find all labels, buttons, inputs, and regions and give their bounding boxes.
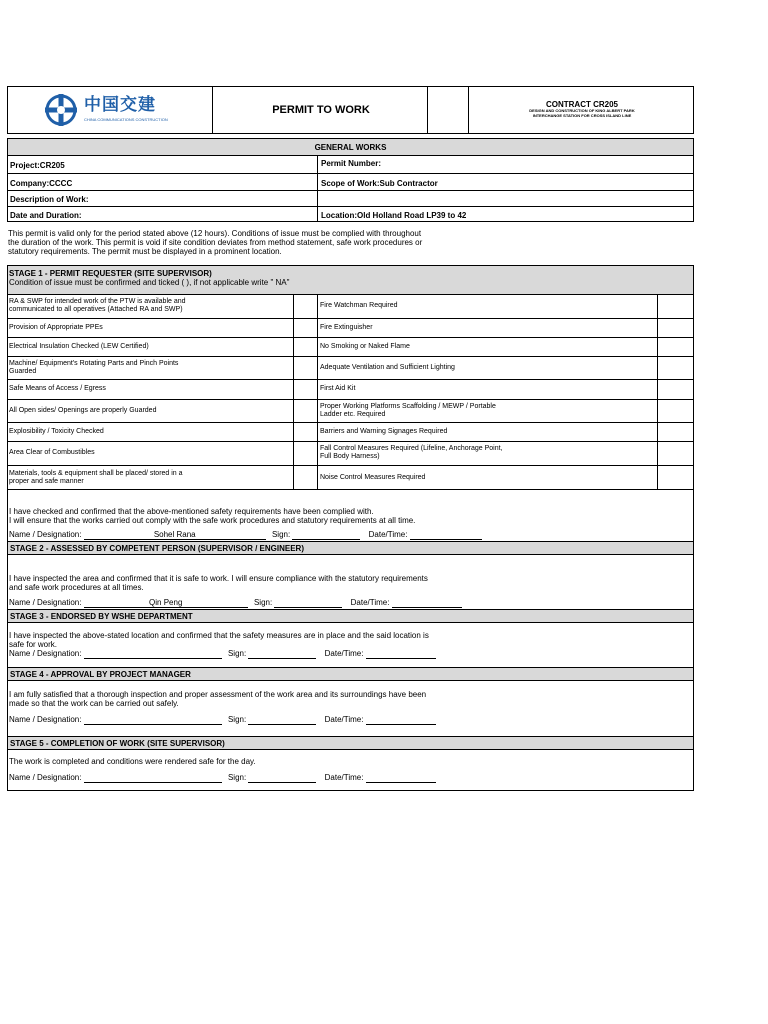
- general-works-heading: GENERAL WORKS: [7, 138, 694, 156]
- stage3-name-label: Name / Designation:: [9, 649, 82, 658]
- stage5-sign-field[interactable]: [248, 773, 316, 783]
- stage5-heading: STAGE 5 - COMPLETION OF WORK (SITE SUPERVISOR): [7, 736, 694, 750]
- checklist-item-left-text: Machine/ Equipment's Rotating Parts and Pinch Points: [9, 359, 179, 367]
- stage3-text-line-1: I have inspected the above-stated location and confirmed that the safety measures are in place and the said location is: [9, 631, 429, 640]
- stage5-name-label: Name / Designation:: [9, 773, 82, 782]
- stage2-sign-label: Sign:: [253, 598, 273, 607]
- stage2-text-line-1: I have inspected the area and confirmed that it is safe to work. I will ensure compliance with the statutory requirements: [9, 574, 428, 583]
- stage2-name-label: Name / Designation:: [9, 598, 82, 607]
- stage5-date-field[interactable]: [366, 773, 436, 783]
- checklist-item-left: [9, 294, 289, 318]
- stage3-date-label: Date/Time:: [324, 649, 364, 658]
- checklist-item-left-text: All Open sides/ Openings are properly Guarded: [9, 406, 157, 414]
- stage4-date-field[interactable]: [366, 715, 436, 725]
- checklist-item-left-text: Explosibility / Toxicity Checked: [9, 427, 104, 435]
- checklist-tick-box-left[interactable]: [295, 294, 318, 318]
- stage3-date-field[interactable]: [366, 649, 436, 659]
- logo-english-text: CHINA COMMUNICATIONS CONSTRUCTION: [84, 117, 168, 122]
- checklist-item-left-text: Electrical Insulation Checked (LEW Certified): [9, 342, 149, 350]
- stage2-heading: STAGE 2 - ASSESSED BY COMPETENT PERSON (SUPERVISOR / ENGINEER): [7, 541, 694, 555]
- stage1-heading: STAGE 1 - PERMIT REQUESTER (SITE SUPERVISOR): [9, 269, 212, 278]
- stage4-name-label: Name / Designation:: [9, 715, 82, 724]
- scope-of-work-field: Scope of Work:Sub Contractor: [321, 178, 438, 188]
- checklist-item-right: [320, 379, 650, 399]
- stage2-sign-field[interactable]: [274, 598, 342, 608]
- checklist-item-left-text: Guarded: [9, 367, 37, 375]
- date-duration-field: Date and Duration:: [10, 210, 82, 220]
- checklist-tick-box-left[interactable]: [295, 399, 318, 422]
- checklist-item-right-text: Fire Extinguisher: [320, 323, 373, 331]
- stage1-name-label: Name / Designation:: [9, 530, 82, 539]
- checklist-item-right-text: Fall Control Measures Required (Lifeline, Anchorage Point,: [320, 445, 503, 452]
- notice-line-2: the duration of the work. This permit is void if site condition deviates from method statement, safe work procedures or: [8, 238, 423, 247]
- contract-description-1: DESIGN AND CONSTRUCTION OF KING ALBERT PARK: [529, 108, 635, 113]
- stage3-heading: STAGE 3 - ENDORSED BY WSHE DEPARTMENT: [7, 609, 694, 623]
- stage3-sign-label: Sign:: [227, 649, 247, 658]
- stage4-sign-field[interactable]: [248, 715, 316, 725]
- stage2-name-value[interactable]: Qin Peng: [84, 598, 248, 608]
- checklist-item-left: [9, 356, 289, 379]
- stage4-signature-line: [9, 715, 689, 725]
- checklist-item-right: [320, 441, 650, 465]
- checklist-tick-box-right[interactable]: [659, 379, 693, 399]
- cccc-logo-icon: [44, 93, 78, 127]
- stage2-date-label: Date/Time:: [350, 598, 390, 607]
- checklist-tick-box-right[interactable]: [659, 465, 693, 490]
- stage3-name-field[interactable]: [84, 649, 222, 659]
- description-of-work-field: Description of Work:: [10, 194, 89, 204]
- stage1-date-label: Date/Time:: [368, 530, 408, 539]
- checklist-item-left-text: Area Clear of Combustibles: [9, 449, 95, 456]
- validity-notice: [8, 229, 688, 256]
- checklist-item-left: [9, 422, 289, 441]
- stage5-sign-label: Sign:: [227, 773, 247, 782]
- stage1-subheading: Condition of issue must be confirmed and ticked ( ), if not applicable write " NA": [9, 278, 290, 287]
- checklist-item-left-text: RA & SWP for intended work of the PTW is available and: [9, 298, 186, 305]
- checklist-item-right: [320, 294, 650, 318]
- stage2-signature-line: [9, 598, 689, 608]
- stage4-heading: STAGE 4 - APPROVAL BY PROJECT MANAGER: [7, 667, 694, 681]
- stage1-confirmation-line-1: I have checked and confirmed that the above-mentioned safety requirements have been complied with.: [9, 507, 374, 516]
- stage3-signature-line: [9, 649, 689, 659]
- logo-chinese-text: 中国交建: [84, 95, 156, 115]
- checklist-tick-box-left[interactable]: [295, 422, 318, 441]
- checklist-item-left-text: Provision of Appropriate PPEs: [9, 323, 103, 331]
- stage4-sign-label: Sign:: [227, 715, 247, 724]
- notice-line-3: statutory requirements. The permit must be displayed in a prominent location.: [8, 247, 282, 256]
- stage1-date-field[interactable]: [410, 530, 482, 540]
- checklist-item-right-text: Fire Watchman Required: [320, 302, 398, 309]
- checklist-item-left-text: Safe Means of Access / Egress: [9, 385, 106, 392]
- checklist-tick-box-right[interactable]: [659, 294, 693, 318]
- checklist-item-left-text: communicated to all operatives (Attached RA and SWP): [9, 306, 183, 313]
- checklist-item-left: [9, 337, 289, 356]
- checklist-item-left-text: proper and safe manner: [9, 477, 84, 485]
- checklist-item-left: [9, 399, 289, 422]
- checklist-item-right: [320, 318, 650, 337]
- stage2-date-field[interactable]: [392, 598, 462, 608]
- checklist-tick-box-right[interactable]: [659, 399, 693, 422]
- stage1-name-value[interactable]: Sohel Rana: [84, 530, 266, 540]
- checklist-tick-box-left[interactable]: [295, 337, 318, 356]
- checklist-item-right-text: Barriers and Warning Signages Required: [320, 427, 448, 435]
- checklist-item-left: [9, 318, 289, 337]
- stage5-name-field[interactable]: [84, 773, 222, 783]
- document-title: PERMIT TO WORK: [272, 104, 370, 116]
- checklist-tick-box-right[interactable]: [659, 318, 693, 337]
- checklist-item-right-text: No Smoking or Naked Flame: [320, 342, 410, 350]
- checklist-tick-box-right[interactable]: [659, 356, 693, 379]
- stage4-text-line-1: I am fully satisfied that a thorough inspection and proper assessment of the work area and its surroundings have been: [9, 690, 427, 699]
- stage4-date-label: Date/Time:: [324, 715, 364, 724]
- stage3-text-line-2: safe for work.: [9, 640, 58, 649]
- checklist-item-right-text: Proper Working Platforms Scaffolding / MEWP / Portable: [320, 402, 496, 410]
- checklist-item-right-text: Full Body Harness): [320, 453, 380, 460]
- location-field: Location:Old Holland Road LP39 to 42: [321, 210, 467, 220]
- checklist-item-right: [320, 399, 650, 422]
- checklist-item-left-text: Materials, tools & equipment shall be placed/ stored in a: [9, 469, 183, 477]
- checklist-item-right-text: Noise Control Measures Required: [320, 473, 426, 481]
- checklist-item-right-text: Ladder etc. Required: [320, 410, 386, 418]
- stage4-text-line-2: made so that the work can be carried out safely.: [9, 699, 179, 708]
- checklist-tick-box-left[interactable]: [295, 318, 318, 337]
- checklist-tick-box-left[interactable]: [295, 465, 318, 490]
- checklist-tick-box-left[interactable]: [295, 356, 318, 379]
- stage4-name-field[interactable]: [84, 715, 222, 725]
- checklist-item-right-text: First Aid Kit: [320, 385, 356, 392]
- checklist-item-left: [9, 465, 289, 490]
- project-field: Project:CR205: [10, 160, 65, 170]
- contract-number: CONTRACT CR205: [545, 100, 618, 109]
- checklist-item-left: [9, 379, 289, 399]
- stage1-sign-field[interactable]: [292, 530, 360, 540]
- checklist-tick-box-right[interactable]: [659, 422, 693, 441]
- contract-description-2: INTERCHANGE STATION FOR CROSS ISLAND LINE: [532, 113, 632, 118]
- permit-number-field: Permit Number:: [321, 158, 382, 168]
- checklist-tick-box-right[interactable]: [659, 441, 693, 465]
- stage1-confirmation-line-2: I will ensure that the works carried out comply with the safe work procedures and statutory requirements at all time.: [9, 516, 416, 525]
- checklist-tick-box-left[interactable]: [295, 379, 318, 399]
- checklist-item-right: [320, 465, 650, 490]
- stage5-date-label: Date/Time:: [324, 773, 364, 782]
- checklist-item-right: [320, 337, 650, 356]
- stage5-text-line-1: The work is completed and conditions were rendered safe for the day.: [9, 757, 256, 766]
- checklist-item-right: [320, 356, 650, 379]
- stage1-sign-label: Sign:: [271, 530, 291, 539]
- checklist-item-left: [9, 441, 289, 465]
- stage5-signature-line: [9, 773, 689, 783]
- stage3-sign-field[interactable]: [248, 649, 316, 659]
- company-logo: [44, 92, 168, 128]
- stage2-text-line-2: and safe work procedures at all times.: [9, 583, 144, 592]
- checklist-tick-box-right[interactable]: [659, 337, 693, 356]
- stage1-signature-line: [9, 530, 689, 540]
- notice-line-1: This permit is valid only for the period stated above (12 hours). Conditions of issue must be complied with throughout: [8, 229, 422, 238]
- checklist-item-right: [320, 422, 650, 441]
- checklist-item-right-text: Adequate Ventilation and Sufficient Lighting: [320, 363, 455, 371]
- checklist-tick-box-left[interactable]: [295, 441, 318, 465]
- company-field: Company:CCCC: [10, 178, 73, 188]
